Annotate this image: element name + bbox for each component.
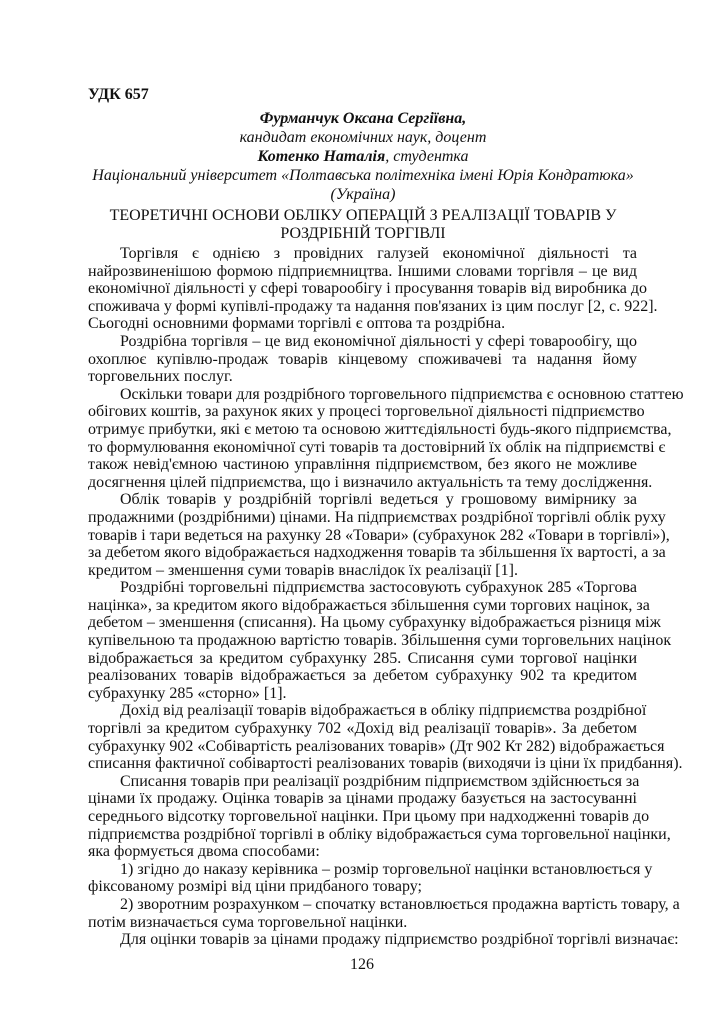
article-title xyxy=(88,207,638,243)
text-line: Дохід від реалізації товарів відображається в обліку підприємства роздрібної xyxy=(120,702,647,720)
paragraph xyxy=(88,702,683,773)
text-line: то формулювання економічної суті товарів та достовірний їх облік на підприємстві є xyxy=(88,438,666,456)
text-line: 1) згідно до наказу керівника – розмір торговельної націнки встановлюється у xyxy=(120,860,653,878)
paragraph xyxy=(88,245,658,333)
text-line: досягнення цілей підприємства, що і визначило актуальність та тему дослідження. xyxy=(88,473,653,491)
text-line: дебетом – зменшення (списання). На цьому субрахунку відображається різниця між xyxy=(88,614,661,632)
country: (Україна) xyxy=(330,186,396,203)
text-line: Для оцінки товарів за цінами продажу підприємство роздрібної торгівлі визначає: xyxy=(120,931,679,949)
title-line: РОЗДРІБНІЙ ТОРГІВЛІ xyxy=(280,225,446,242)
text-line: товарів і тари ведеться на рахунку 28 «Товари» (субрахунок 282 «Товари в торгівлі»), xyxy=(88,526,670,544)
text-line: фіксованому розмірі від ціни придбаного товару; xyxy=(88,878,422,896)
udc-code: УДК 657 xyxy=(88,86,149,103)
text-line: купівельною та продажною вартістю товарів. Збільшення суми торговельних націнок xyxy=(88,632,672,650)
text-line: за дебетом якого відображається надходження товарів та збільшення їх вартості, а за xyxy=(88,544,666,562)
page-number: 126 xyxy=(350,956,374,973)
paragraph xyxy=(88,860,653,896)
article-body xyxy=(88,245,684,949)
text-line: Сьогодні основними формами торгівлі є оптова та роздрібна. xyxy=(88,315,506,333)
paragraph xyxy=(88,772,671,861)
text-line: також невід'ємною частиною управління підприємством, без якого не можливе xyxy=(88,456,637,474)
text-line: економічної діяльності у сфері товарообігу і просування товарів від виробника до xyxy=(88,280,648,298)
author-2-title: , студентка xyxy=(385,148,469,165)
author-block xyxy=(88,109,638,204)
text-line: Роздрібна торгівля – це вид економічної діяльності у сфері товарообігу, що xyxy=(120,332,637,350)
affiliation: Національний університет «Полтавська політехніка імені Юрія Кондратюка» xyxy=(92,167,634,184)
text-line: торгівлі за кредитом субрахунку 702 «Дохід від реалізації товарів». За дебетом xyxy=(88,720,637,738)
paragraph xyxy=(88,931,679,949)
paragraph xyxy=(88,385,684,492)
author-1-title: кандидат економічних наук, доцент xyxy=(239,129,487,146)
text-line: відображається за кредитом субрахунку 285. Списання суми торгової націнки xyxy=(88,649,637,667)
text-line: Торгівля є однією з провідних галузей економічної діяльності та xyxy=(120,245,637,262)
text-line: яка формується двома способами: xyxy=(88,843,320,861)
text-line: Облік товарів у роздрібній торгівлі ведеться у грошовому вимірнику за xyxy=(120,491,637,509)
text-line: списання фактичної собівартості реалізованих товарів (виходячи із ціни їх придбання). xyxy=(88,755,683,773)
author-1-name: Фурманчук Оксана Сергіївна, xyxy=(259,110,467,127)
text-line: найрозвиненішою формою підприємництва. Іншими словами торгівля – це вид xyxy=(88,262,637,280)
text-line: субрахунку 285 «сторно» [1]. xyxy=(88,684,287,702)
text-line: підприємства роздрібної торгівлі в обліку відображається сума торговельної націнки, xyxy=(88,825,671,843)
text-line: продажними (роздрібними) цінами. На підприємствах роздрібної торгівлі облік руху xyxy=(88,508,666,526)
text-line: отримує прибутки, які є метою та основою життєдіяльності будь-якого підприємства, xyxy=(88,420,672,438)
text-line: Роздрібні торговельні підприємства застосовують субрахунок 285 «Торгова xyxy=(120,579,637,597)
title-line: ТЕОРЕТИЧНІ ОСНОВИ ОБЛІКУ ОПЕРАЦІЙ З РЕАЛІЗАЦІЇ ТОВАРІВ У xyxy=(109,207,617,224)
paragraph xyxy=(88,491,670,579)
text-line: націнка», за кредитом якого відображається збільшення суми торгових націнок, за xyxy=(88,596,650,614)
text-line: торговельних послуг. xyxy=(88,368,233,386)
text-line: потім визначається сума торговельної націнки. xyxy=(88,913,408,931)
text-line: Списання товарів при реалізації роздрібним підприємством здійснюється за xyxy=(120,772,640,790)
text-line: субрахунку 902 «Собівартість реалізованих товарів» (Дт 902 Кт 282) відображається xyxy=(88,737,665,755)
paragraph xyxy=(88,895,680,931)
text-line: середнього відсотку торговельної націнки. При цьому при надходженні товарів до xyxy=(88,808,650,825)
text-line: обігових коштів, за рахунок яких у процесі торговельної діяльності підприємство xyxy=(88,403,645,421)
text-line: реалізованих товарів відображається за дебетом субрахунку 902 та кредитом xyxy=(88,667,637,685)
paragraph xyxy=(88,579,672,702)
text-line: кредитом – зменшення суми товарів внаслідок їх реалізації [1]. xyxy=(88,561,518,579)
author-2-name: Котенко Наталія xyxy=(257,148,386,165)
text-line: охоплює купівлю-продаж товарів кінцевому споживачеві та надання йому xyxy=(88,350,637,368)
text-line: 2) зворотним розрахунком – спочатку встановлюється продажна вартість товару, а xyxy=(120,895,680,913)
text-line: споживача у формі купівлі-продажу та надання пов'язаних із цим послуг [2, с. 922]. xyxy=(88,297,658,315)
text-line: Оскільки товари для роздрібного торговельного підприємства є основною статтею xyxy=(120,385,684,403)
paragraph xyxy=(88,333,637,386)
text-line: цінами їх продажу. Оцінка товарів за цінами продажу базується на застосуванні xyxy=(88,790,637,808)
